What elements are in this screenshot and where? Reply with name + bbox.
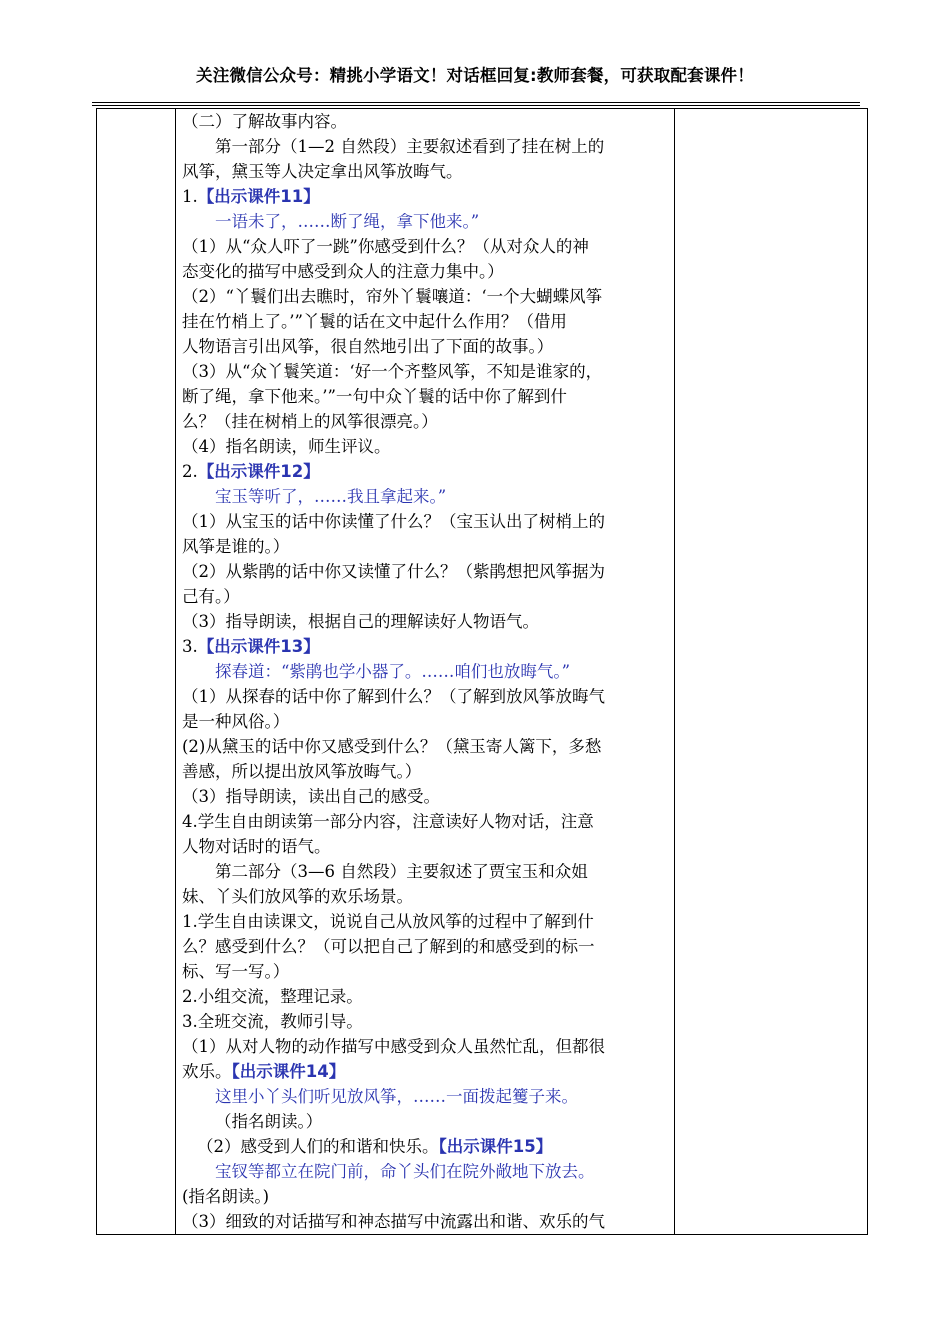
paragraph-text: （2）感受到人们的和谐和快乐。	[197, 1137, 439, 1156]
paragraph-line: 己有。）	[182, 587, 240, 606]
slide-cue-line	[182, 1059, 672, 1084]
left-column-cell	[97, 109, 176, 1235]
slide-cue-line	[182, 1134, 672, 1159]
paragraph-line: 么？（挂在树梢上的风筝很漂亮。）	[182, 412, 438, 431]
slide-number: 13	[280, 637, 304, 656]
slide-cue-line	[182, 184, 672, 209]
slide-cue-suffix: 】	[303, 637, 320, 656]
slide-number: 12	[280, 462, 304, 481]
slide-cue-prefix: 【出示课件	[197, 637, 281, 656]
paragraph-line: （1）从“众人吓了一跳”你感受到什么？（从对众人的神	[182, 237, 589, 256]
paragraph-line: 断了绳，拿下他来。’”一句中众丫鬟的话中你了解到什	[182, 387, 567, 406]
item-number: 1.	[182, 187, 198, 206]
paragraph-line: （指名朗读。）	[215, 1112, 323, 1131]
paragraph-line: 风筝，黛玉等人决定拿出风筝放晦气。	[182, 162, 463, 181]
paragraph-line: 4.学生自由朗读第一部分内容，注意读好人物对话，注意	[182, 812, 594, 831]
slide-number: 15	[512, 1137, 536, 1156]
paragraph-line: 态变化的描写中感受到众人的注意力集中。）	[182, 262, 504, 281]
slide-cue-line	[182, 459, 672, 484]
paragraph-line: (2)从黛玉的话中你又感受到什么？（黛玉寄人篱下，多愁	[182, 737, 602, 756]
slide-cue-prefix: 【出示课件	[438, 1137, 513, 1156]
paragraph-line: 3.全班交流，教师引导。	[182, 1012, 363, 1031]
paragraph-line: （4）指名朗读，师生评议。	[182, 437, 391, 456]
slide-cue-suffix: 】	[303, 462, 320, 481]
paragraph-line: 2.小组交流，整理记录。	[182, 987, 363, 1006]
paragraph-line: （3）细致的对话描写和神态描写中流露出和谐、欢乐的气	[182, 1212, 605, 1231]
slide-cue-line	[182, 634, 672, 659]
paragraph-line: 第二部分（3—6 自然段）主要叙述了贾宝玉和众姐	[215, 862, 588, 881]
paragraph-line: 是一种风俗。）	[182, 712, 290, 731]
paragraph-line: (指名朗读。)	[182, 1187, 270, 1206]
paragraph-line: （2）从紫鹃的话中你又读懂了什么？（紫鹃想把风筝据为	[182, 562, 605, 581]
quoted-text: 一语未了，……断了绳，拿下他来。”	[215, 212, 480, 231]
lesson-plan-table	[96, 108, 868, 1235]
slide-number: 14	[305, 1062, 329, 1081]
paragraph-line: （1）从宝玉的话中你读懂了什么？（宝玉认出了树梢上的	[182, 512, 605, 531]
paragraph-text: 欢乐。	[182, 1062, 232, 1081]
slide-cue-suffix: 】	[328, 1062, 346, 1081]
paragraph-line: （3）从“众丫鬟笑道：‘好一个齐整风筝，不知是谁家的，	[182, 362, 603, 381]
table-row	[97, 109, 868, 1235]
quoted-text: 探春道：“紫鹃也学小器了。……咱们也放晦气。”	[215, 662, 571, 681]
quoted-text: 宝玉等听了，……我且拿起来。”	[215, 487, 447, 506]
paragraph-line: 标、写一写。）	[182, 962, 290, 981]
paragraph-line: 风筝是谁的。）	[182, 537, 290, 556]
slide-cue-suffix: 】	[535, 1137, 553, 1156]
paragraph-line: 人物对话时的语气。	[182, 837, 331, 856]
section-heading: （二）了解故事内容。	[182, 112, 347, 131]
slide-cue-prefix: 【出示课件	[197, 187, 281, 206]
paragraph-line: （1）从探春的话中你了解到什么？（了解到放风筝放晦气	[182, 687, 605, 706]
slide-cue-prefix: 【出示课件	[231, 1062, 306, 1081]
slide-cue-suffix: 】	[303, 187, 320, 206]
paragraph-line: 第一部分（1—2 自然段）主要叙述看到了挂在树上的	[215, 137, 605, 156]
slide-cue-prefix: 【出示课件	[197, 462, 281, 481]
paragraph-line: （2）“丫鬟们出去瞧时，帘外丫鬟嚷道：‘一个大蝴蝶风筝	[182, 287, 603, 306]
paragraph-line: 人物语言引出风筝，很自然地引出了下面的故事。）	[182, 337, 554, 356]
paragraph-line: 1.学生自由读课文，说说自己从放风筝的过程中了解到什	[182, 912, 594, 931]
paragraph-line: （1）从对人物的动作描写中感受到众人虽然忙乱，但都很	[182, 1037, 605, 1056]
paragraph-line: （3）指导朗读，根据自己的理解读好人物语气。	[182, 612, 539, 631]
item-number: 2.	[182, 462, 198, 481]
quoted-text: 宝钗等都立在院门前，命丫头们在院外敞地下放去。	[215, 1162, 595, 1181]
item-number: 3.	[182, 637, 198, 656]
paragraph-line: （3）指导朗读，读出自己的感受。	[182, 787, 440, 806]
slide-number: 11	[280, 187, 304, 206]
notes-column-cell	[675, 109, 868, 1235]
header-divider-secondary	[92, 105, 860, 106]
paragraph-line: 妹、丫头们放风筝的欢乐场景。	[182, 887, 413, 906]
header-divider	[92, 102, 860, 103]
quoted-text: 这里小丫头们听见放风筝，……一面拨起籆子来。	[215, 1087, 578, 1106]
content-cell	[176, 109, 675, 1235]
paragraph-line: 挂在竹梢上了。’”丫鬟的话在文中起什么作用？（借用	[182, 312, 567, 331]
page-header: 关注微信公众号：精挑小学语文！对话框回复:教师套餐，可获取配套课件！	[196, 66, 754, 85]
paragraph-line: 么？感受到什么？（可以把自己了解到的和感受到的标一	[182, 937, 595, 956]
paragraph-line: 善感，所以提出放风筝放晦气。）	[182, 762, 422, 781]
